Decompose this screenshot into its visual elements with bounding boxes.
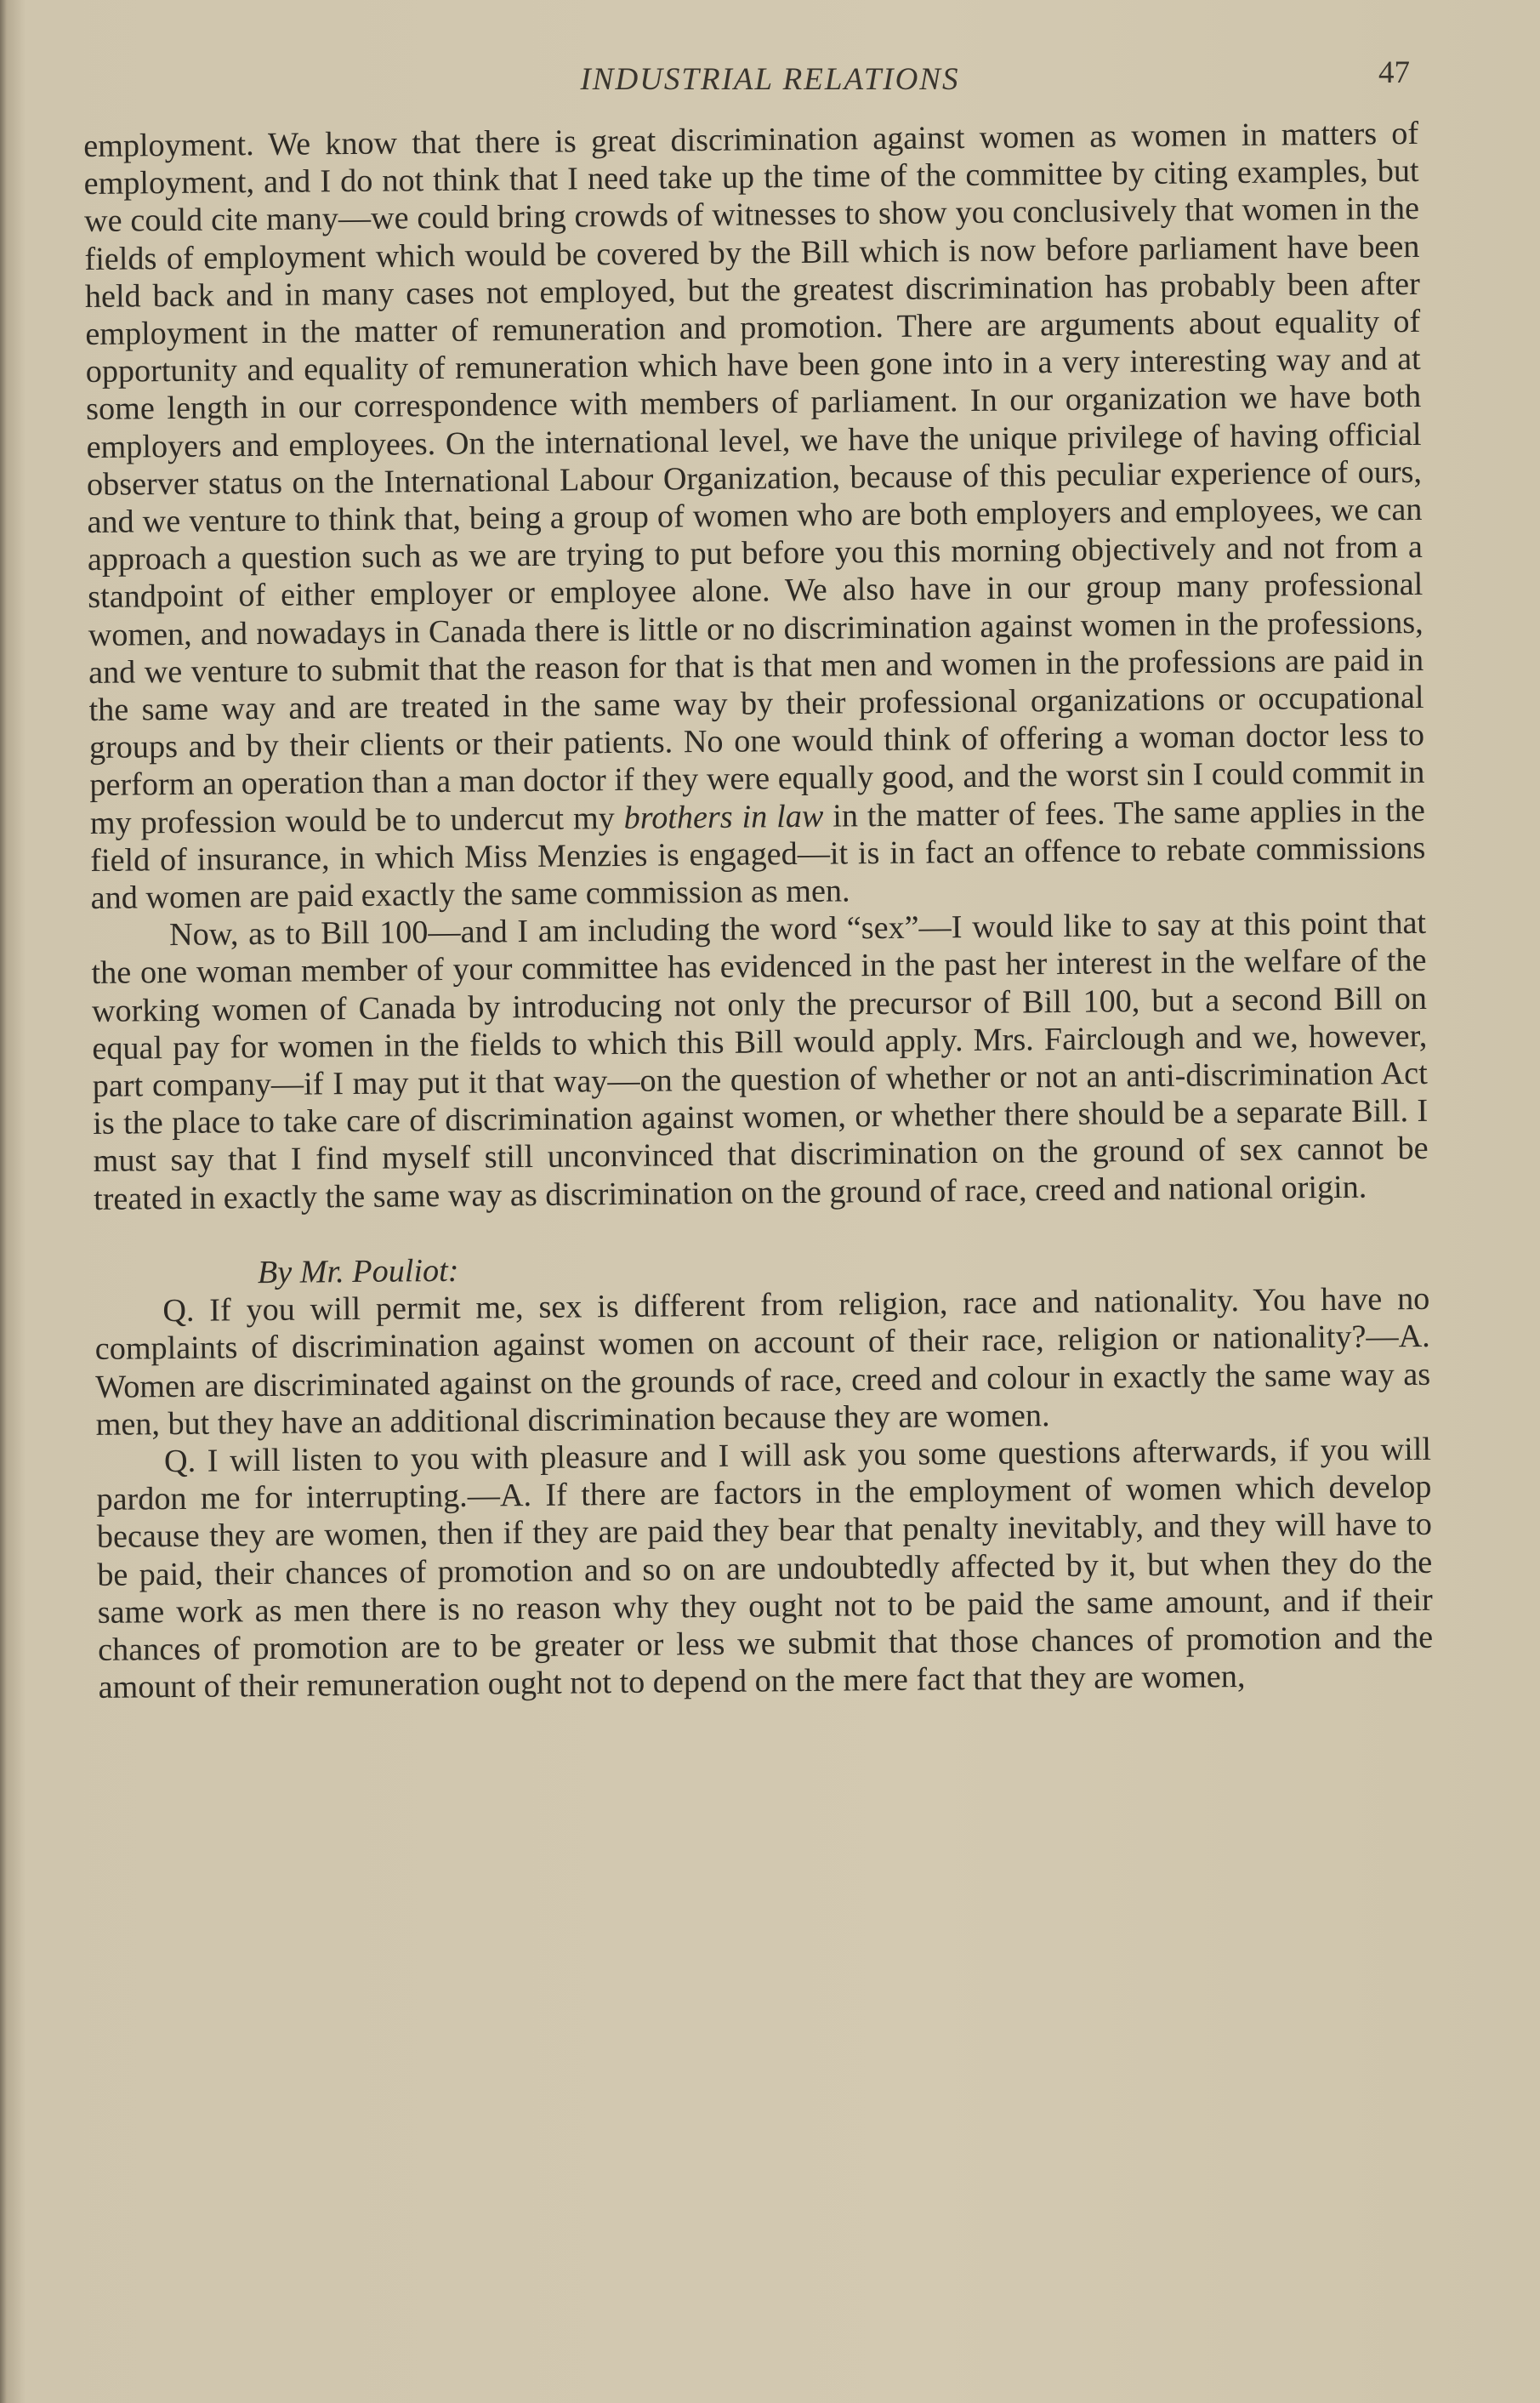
paragraph-continuation xyxy=(83,115,1426,917)
paragraph-1-end: in the matter of fees. The same applies in the field of insurance, in which Miss Menzies is engaged—it is in fact an offence to rebate commissions and women are paid exactly the same commission as men. xyxy=(90,792,1426,917)
paragraph-bill-100: Now, as to Bill 100—and I am including the word “sex”—I would like to say at this point that the one woman member of your committee has evidenced in the past her interest in the welfare of the working women of Canada by introducing not only the precursor of Bill 100, but a second Bill on equal pay for women in the fields to which this Bill would apply. Mrs. Fairclough and we, however, part company—if I may put it that way—on the question of whether or not an anti-discrimination Act is the place to take care of discrimination against women, or whether there should be a separate Bill. I must say that I find myself still unconvinced that discrimination on the ground of sex cannot be treated in exactly the same way as discrimination on the ground of race, creed and national origin. xyxy=(91,905,1429,1217)
speaker-heading: By Mr. Pouliot: xyxy=(257,1252,459,1290)
page-number: 47 xyxy=(1378,55,1410,90)
question-answer-2: Q. I will listen to you with pleasure and I will ask you some questions afterwards, if you will pardon me for interrupting.—A. If there are factors in the employment of women which develop because they are women, then if they are paid they bear that penalty inevitably, and they will have to be paid, their chances of promotion and so on are undoubtedly affected by it, but when they do the same work as men there is no reason why they ought not to be paid the same amount, and if their chances of promotion are to be greater or less we submit that those chances of promotion and the amount of their remuneration ought not to depend on the mere fact that they are women, xyxy=(96,1431,1434,1706)
running-title: INDUSTRIAL RELATIONS xyxy=(580,62,960,97)
paragraph-1-text: employment. We know that there is great discrimination against women as women in matters of employment, and I do not think that I need take up the time of the committee by citing examples, but we could cite many—we could bring crowds of witnesses to show you conclusively that women in the fields of employment which would be covered by the Bill which is now before parliament have been held back and in many cases not employed, but the greatest discrimination has probably been after employment in the matter of remuneration and promotion. There are arguments about equality of opportunity and equality of remuneration which have been gone into in a very interesting way and at some length in our correspondence with members of parliament. In our organization we have both employers and employees. On the international level, we have the unique privilege of having official observer status on the International Labour Organization, because of this peculiar experience of ours, and we venture to think that, being a group of women who are both employers and employees, we can approach a question such as we are trying to put before you this morning objectively and not from a standpoint of either employer or employee alone. We also have in our group many professional women, and nowadays in Canada there is little or no discrimination against women in the professions, and we venture to submit that the reason for that is that men and women in the professions are paid in the same way and are treated in the same way by their professional organizations or occupational groups and by their clients or their patients. No one would think of offering a woman doctor less to perform an operation than a man doctor if they were equally good, and the worst sin I could commit in my profession would be to undercut my xyxy=(83,115,1425,841)
italic-phrase: brothers in law xyxy=(623,798,824,836)
body-text xyxy=(83,115,1434,1706)
running-head xyxy=(0,54,1540,105)
question-answer-1: Q. If you will permit me, sex is different from religion, race and nationality. You have no complaints of discrimination against women on account of their race, religion or nationality?—A. Women are discriminated against on the grounds of race, creed and colour in exactly the same way as men, but they have an additional discrimination because they are women. xyxy=(94,1280,1431,1443)
